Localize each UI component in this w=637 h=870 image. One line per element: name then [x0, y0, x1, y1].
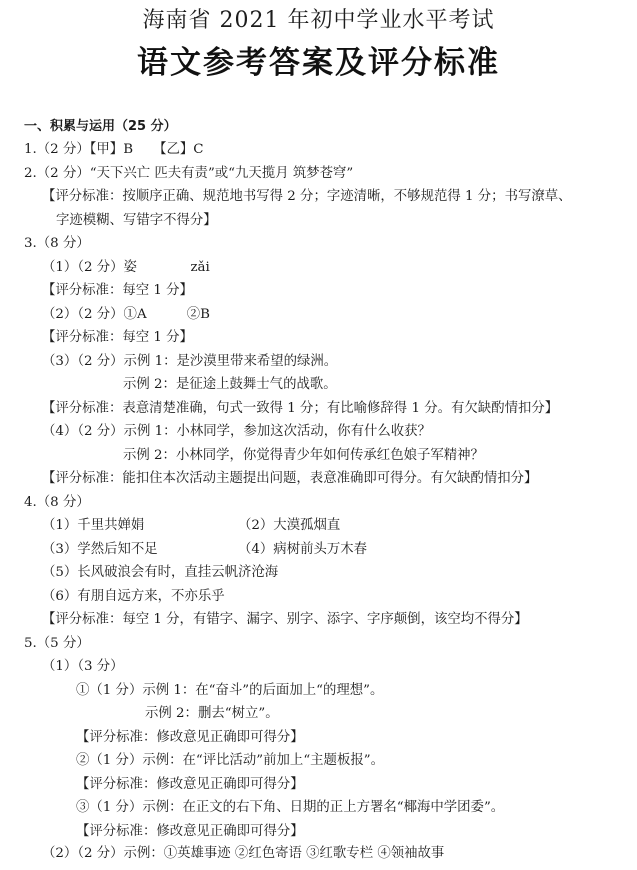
- scoring-note: 【评分标准：每空 1 分】: [42, 283, 193, 298]
- scoring-note-tail: 【评分标准：每空 1 分，有欠缺酌情扣分】: [76, 866, 96, 867]
- scoring-note: 【评分标准：表意清楚准确，句式一致得 1 分；有比喻修辞得 1 分。有欠缺酌情扣分】: [42, 401, 559, 416]
- answer-line: 2.（2 分）“天下兴亡 匹夫有责”或“九天揽月 筑梦苍穹”: [24, 166, 354, 181]
- scoring-note: 【评分标准：修改意见正确即可得分】: [76, 730, 304, 745]
- answer-line: （2）（2 分）①A ②B: [42, 307, 211, 322]
- question-heading: 3.（8 分）: [24, 236, 90, 251]
- answer-line: 示例 2：小林同学，你觉得青少年如何传承红色娘子军精神？: [123, 448, 484, 463]
- section-heading: 一、积累与运用（25 分）: [24, 119, 177, 134]
- exam-title: 海南省 2021 年初中学业水平考试: [142, 8, 495, 33]
- question-heading: 5.（5 分）: [24, 636, 90, 651]
- scoring-note: 【评分标准：按顺序正确、规范地书写得 2 分；字迹清晰，不够规范得 1 分；书写潦草、: [42, 189, 572, 204]
- scoring-note: 【评分标准：修改意见正确即可得分】: [76, 777, 304, 792]
- scoring-note: 【评分标准：修改意见正确即可得分】: [76, 824, 304, 839]
- answer-line: ③（1 分）示例：在正文的右下角、日期的正上方署名“椰海中学团委”。: [76, 800, 505, 815]
- answer-line: ①（1 分）示例 1：在“奋斗”的后面加上“的理想”。: [76, 683, 384, 698]
- scoring-note: 【评分标准：能扣住本次活动主题提出问题，表意准确即可得分。有欠缺酌情扣分】: [42, 471, 538, 486]
- answer-line: （3）（2 分）示例 1：是沙漠里带来希望的绿洲。: [42, 354, 338, 369]
- answer-line: 1.（2 分）【甲】B 【乙】C: [24, 142, 204, 157]
- scoring-note: 字迹模糊、写错字不得分】: [56, 213, 217, 228]
- answer-line: （2）（2 分）示例：①英雄事迹 ②红色寄语 ③红歌专栏 ④领袖故事: [42, 846, 445, 861]
- answer-line: （2）大漠孤烟直: [238, 518, 341, 533]
- answer-line: （1）（2 分）姿 zǎi: [42, 260, 210, 275]
- answer-line: （6）有朋自远方来，不亦乐乎: [42, 589, 225, 604]
- scoring-note: 【评分标准：每空 1 分】: [42, 330, 193, 345]
- question-heading: 4.（8 分）: [24, 495, 90, 510]
- answer-line: ②（1 分）示例：在“评比活动”前加上“主题板报”。: [76, 753, 384, 768]
- answer-line: （1）千里共婵娟: [42, 518, 145, 533]
- answer-line: 示例 2：删去“树立”。: [145, 706, 279, 721]
- document-title: 语文参考答案及评分标准: [137, 45, 500, 81]
- answer-line: （3）学然后知不足: [42, 542, 158, 557]
- answer-line: （1）（3 分）: [42, 659, 124, 674]
- scoring-note: 【评分标准：每空 1 分，有错字、漏字、别字、添字、字序颠倒，该空均不得分】: [42, 612, 528, 627]
- answer-line: （5）长风破浪会有时，直挂云帆济沧海: [42, 565, 279, 580]
- answer-line: （4）病树前头万木春: [238, 542, 368, 557]
- answer-line: 示例 2：是征途上鼓舞士气的战歌。: [123, 377, 337, 392]
- answer-line: （4）（2 分）示例 1：小林同学，参加这次活动，你有什么收获？: [42, 424, 431, 439]
